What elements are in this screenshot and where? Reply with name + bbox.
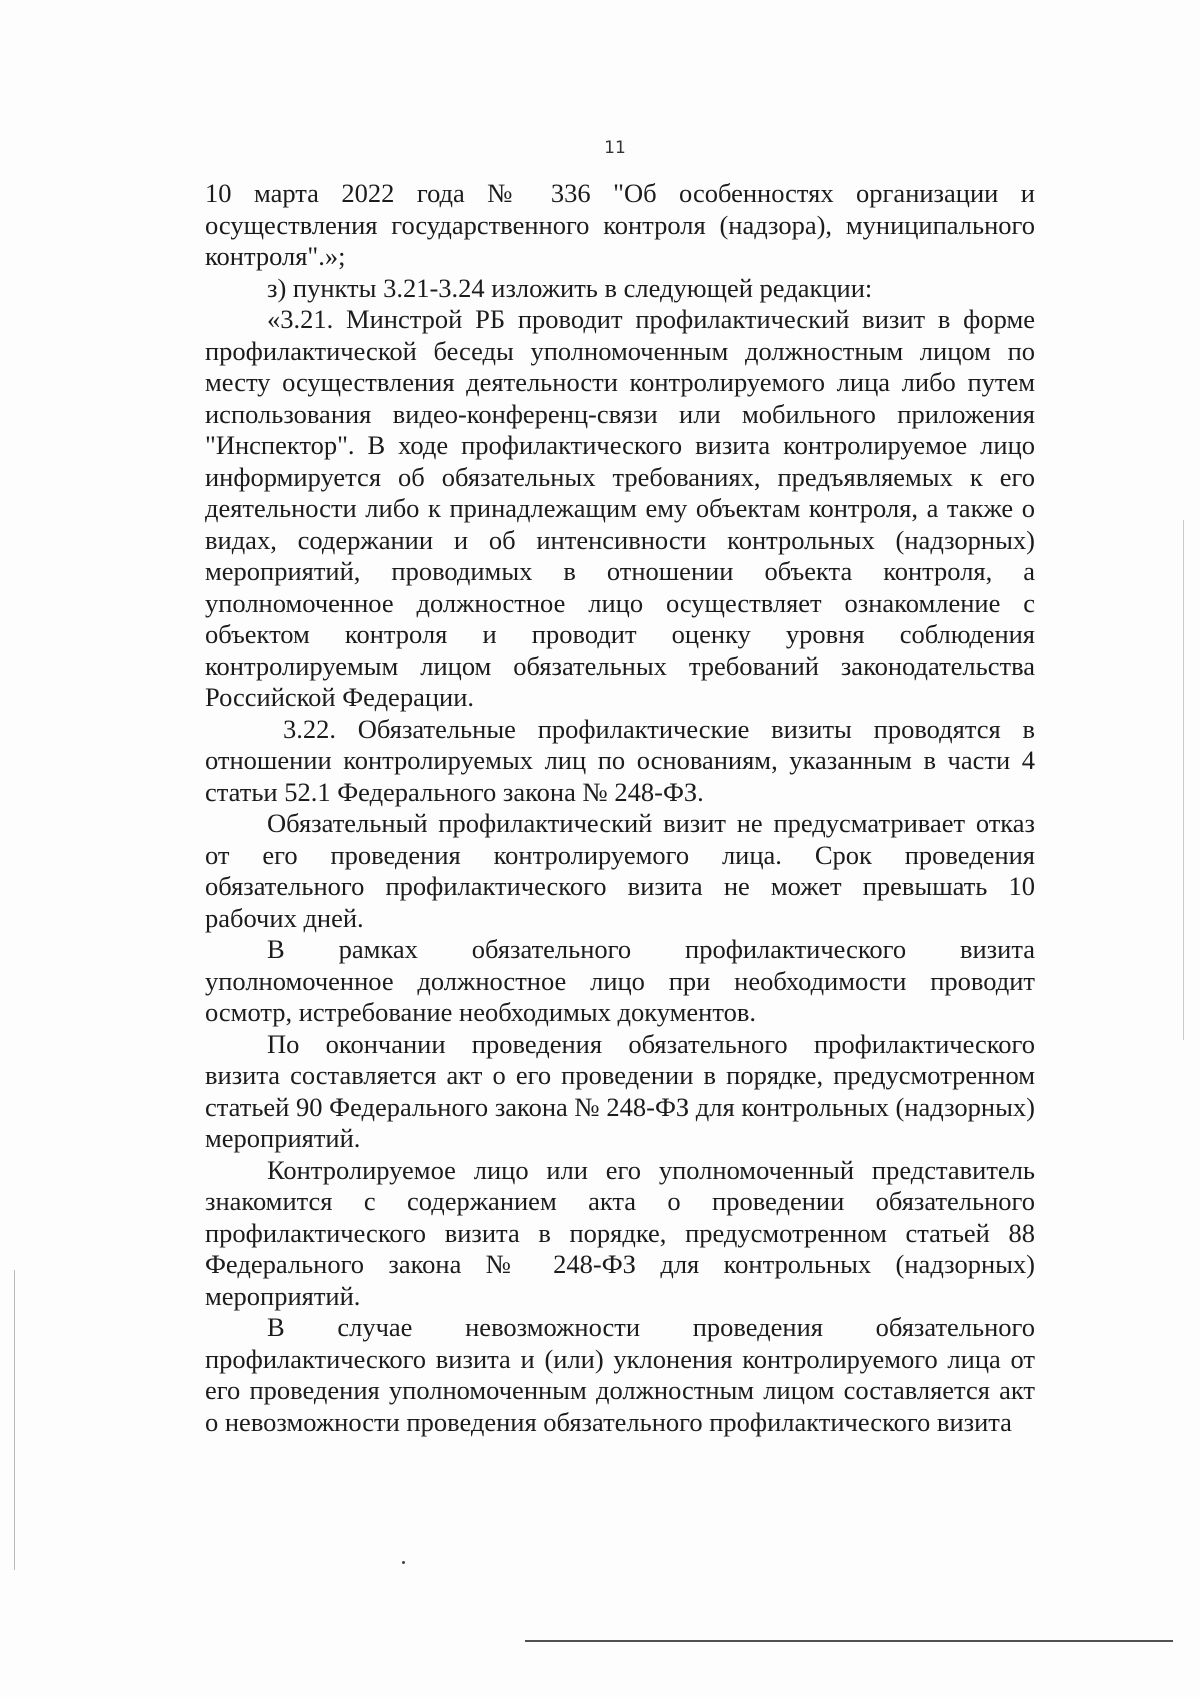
scan-edge-line-left [14, 1270, 15, 1570]
paragraph-visit-act: По окончании проведения обязательного профилактического визита составляется акт о его проведении в порядке, предусмотренном статьей 90 Федерального закона № 248-ФЗ для контрольных (надзорных) мероприятий. [205, 1028, 1035, 1153]
scan-speck [402, 1561, 405, 1564]
page-number: 11 [604, 138, 626, 158]
paragraph-visit-impossibility: В случае невозможности проведения обязательного профилактического визита и (или) уклонения контролируемого лица от его проведения уполномоченным должностным лицом составляется акт о невозможности проведения обязательного профилактического визита [205, 1312, 1035, 1437]
paragraph-visit-scope: В рамках обязательного профилактического визита уполномоченное должностное лицо при необходимости проводит осмотр, истребование необходимых документов. [205, 934, 1035, 1027]
paragraph-amendment-z: з) пункты 3.21-3.24 изложить в следующей редакции: [267, 272, 873, 303]
paragraph-3-21: «3.21. Минстрой РБ проводит профилактический визит в форме профилактической беседы уполномоченным должностным лицом по месту осуществления деятельности контролируемого лица либо путем использования видео-конференц-связи или мобильного приложения "Инспектор". В ходе профилактического визита контролируемое лицо информируется об обязательных требованиях, предъявляемых к его деятельности либо к принадлежащим ему объектам контроля, а также о видах, содержании и об интенсивности контрольных (надзорных) мероприятий, проводимых в отношении объекта контроля, а уполномоченное должностное лицо осуществляет ознакомление с объектом контроля и проводит оценку уровня соблюдения контролируемым лицом обязательных требований законодательства Российской Федерации. [205, 304, 1035, 712]
paragraph-continuation: 10 марта 2022 года № 336 "Об особенностях организации и осуществления государственного контроля (надзора), муниципального контроля".»; [205, 178, 1035, 271]
paragraph-act-familiarization: Контролируемое лицо или его уполномоченный представитель знакомится с содержанием акта о проведении обязательного профилактического визита в порядке, предусмотренном статьей 88 Федерального закона № 248-ФЗ для контрольных (надзорных) мероприятий. [205, 1154, 1035, 1311]
footer-rule [525, 1640, 1173, 1642]
scan-edge-line-right [1183, 520, 1184, 1040]
document-body [205, 178, 1035, 1438]
paragraph-visit-no-refusal: Обязательный профилактический визит не предусматривает отказ от его проведения контролируемого лица. Срок проведения обязательного профилактического визита не может превышать 10 рабочих дней. [205, 808, 1035, 933]
paragraph-3-22: 3.22. Обязательные профилактические визиты проводятся в отношении контролируемых лиц по основаниям, указанным в части 4 статьи 52.1 Федерального закона № 248-ФЗ. [205, 713, 1035, 807]
